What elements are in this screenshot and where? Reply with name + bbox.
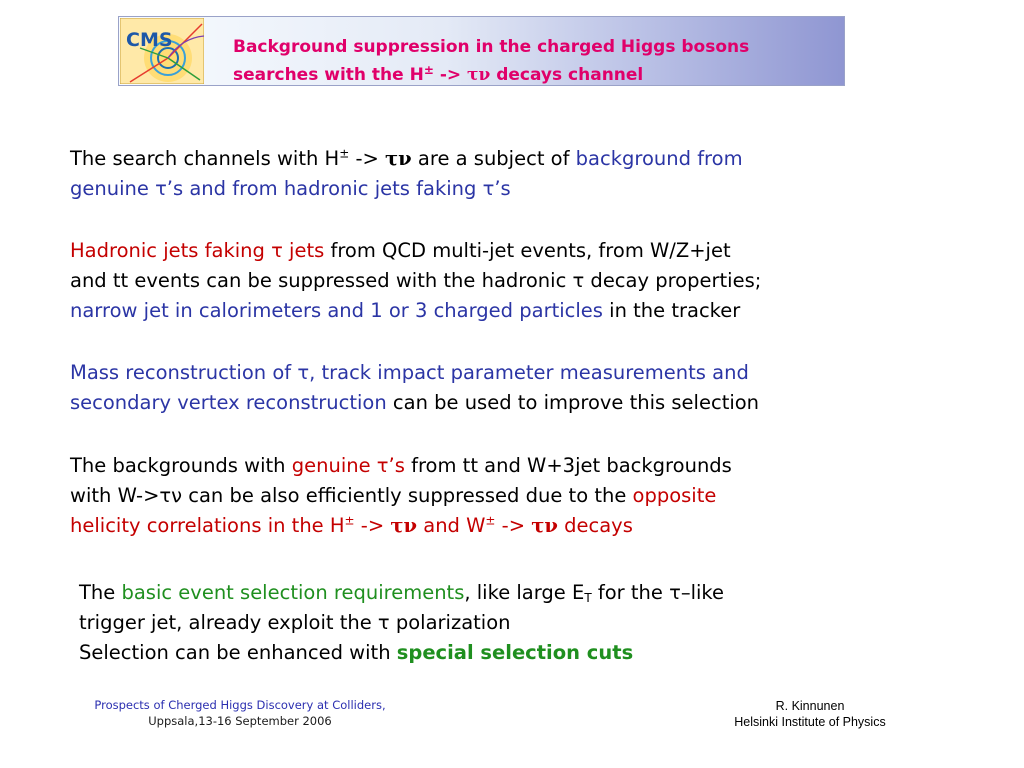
paragraph-line: secondary vertex reconstruction can be used to improve this selection: [70, 391, 760, 414]
title-line-1: Background suppression in the charged Higgs bosons: [233, 37, 750, 57]
paragraph-hadronic-jets: [70, 236, 970, 326]
paragraph-line: and tt events can be suppressed with the hadronic τ decay properties;: [70, 269, 762, 292]
footer-conference: [80, 697, 400, 729]
title-line-2: searches with the H± -> τν decays channel: [233, 63, 644, 85]
paragraph-line: The backgrounds with genuine τ’s from tt and W+3jet backgrounds: [70, 454, 732, 477]
footer-author-institute: Helsinki Institute of Physics: [734, 715, 886, 729]
footer-conference-date: Uppsala,13-16 September 2006: [148, 714, 332, 728]
paragraph-search-channels: [70, 144, 970, 204]
cms-logo: [120, 18, 204, 84]
svg-text:CMS: CMS: [126, 29, 173, 51]
slide-title: [233, 33, 833, 89]
paragraph-backgrounds: [70, 451, 970, 541]
footer-author: [710, 698, 910, 730]
paragraph-line: Mass reconstruction of τ, track impact parameter measurements and: [70, 361, 749, 384]
paragraph-selection: [79, 578, 979, 668]
paragraph-line: Hadronic jets faking τ jets from QCD multi-jet events, from W/Z+jet: [70, 239, 731, 262]
paragraph-line: with W->τν can be also efficiently suppressed due to the opposite: [70, 484, 717, 507]
paragraph-mass-reconstruction: [70, 358, 970, 418]
paragraph-line: trigger jet, already exploit the τ polarization: [79, 611, 511, 634]
paragraph-line: The basic event selection requirements, like large $E_T$ for the τ–like: [79, 581, 725, 605]
paragraph-line: Selection can be enhanced with special selection cuts: [79, 641, 634, 664]
paragraph-line: narrow jet in calorimeters and 1 or 3 charged particles in the tracker: [70, 299, 741, 322]
paragraph-line: helicity correlations in the H± -> τν and W± -> τν decays: [70, 513, 633, 537]
paragraph-line: genuine τ’s and from hadronic jets faking τ’s: [70, 177, 511, 200]
footer-author-name: R. Kinnunen: [775, 699, 845, 713]
title-banner: [118, 16, 845, 86]
paragraph-line: The search channels with H± -> τν are a subject of background from: [70, 146, 743, 170]
footer-conference-name: Prospects of Cherged Higgs Discovery at Colliders,: [94, 698, 386, 712]
